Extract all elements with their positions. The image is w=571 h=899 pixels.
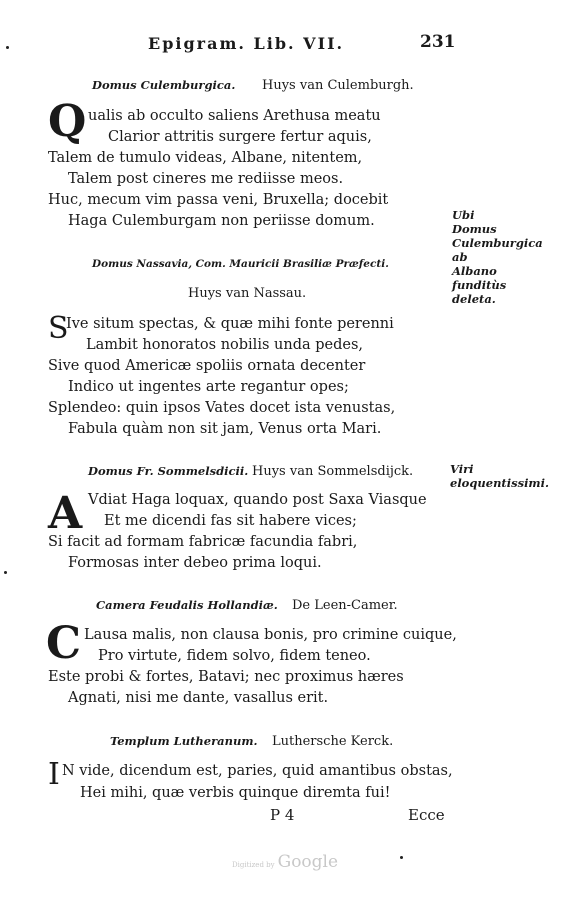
section-title-culemburgica: Domus Culemburgica.	[92, 78, 236, 92]
section-dutch-templum-lutheranum: Luthersche Kerck.	[272, 734, 394, 749]
initial-letter-a: A	[48, 488, 83, 539]
signature-mark: P 4	[270, 806, 295, 824]
digitized-label: Digitized by	[232, 861, 275, 869]
initial-letter-s: S	[48, 311, 69, 346]
scan-speck	[6, 46, 9, 49]
verse-line: Formosas inter debeo prima loqui.	[68, 555, 322, 571]
verse-line: Talem post cineres me rediisse meos.	[68, 171, 344, 187]
section-dutch-sommelsdicii: Huys van Sommelsdijck.	[252, 464, 414, 479]
verse-line: Este probi & fortes, Batavi; nec proximus hæres	[48, 669, 404, 685]
verse-line: Lambit honoratos nobilis unda pedes,	[86, 337, 364, 353]
verse-line: Huc, mecum vim passa veni, Bruxella; docebit	[48, 192, 389, 208]
scan-speck	[400, 856, 403, 859]
verse-line: Si facit ad formam fabricæ facundia fabri,	[48, 534, 358, 550]
verse-line: Splendeo: quin ipsos Vates docet ista venustas,	[48, 400, 396, 416]
verse-line: Vdiat Haga loquax, quando post Saxa Viasque	[88, 492, 427, 508]
verse-line: Ive situm spectas, & quæ mihi fonte perenni	[66, 316, 394, 332]
section-title-camera-feudalis: Camera Feudalis Hollandiæ.	[96, 598, 278, 612]
google-logo: Google	[277, 852, 339, 872]
catchword: Ecce	[408, 806, 445, 824]
section-dutch-culemburgica: Huys van Culemburgh.	[262, 78, 414, 93]
verse-line: Indico ut ingentes arte regantur opes;	[68, 379, 349, 395]
initial-letter-i: I	[48, 757, 60, 792]
section-title-templum-lutheranum: Templum Lutheranum.	[110, 734, 258, 748]
google-watermark	[232, 852, 338, 872]
initial-letter-c: C	[46, 618, 82, 669]
verse-line: ualis ab occulto saliens Arethusa meatu	[88, 108, 381, 124]
running-title: Epigram. Lib. VII.	[148, 34, 345, 53]
verse-line: Haga Culemburgam non periisse domum.	[68, 213, 375, 229]
verse-line: Fabula quàm non sit jam, Venus orta Mari.	[68, 421, 382, 437]
scan-speck	[4, 571, 7, 574]
verse-line: Agnati, nisi me dante, vasallus erit.	[68, 690, 329, 706]
verse-line: Clarior attritis surgere fertur aquis,	[108, 129, 372, 145]
section-title-nassavia: Domus Nassavia, Com. Mauricii Brasiliæ Præfecti.	[92, 258, 389, 270]
verse-line: Sive quod Americæ spoliis ornata decenter	[48, 358, 366, 374]
section-dutch-nassavia: Huys van Nassau.	[188, 286, 307, 301]
section-title-sommelsdicii: Domus Fr. Sommelsdicii.	[88, 464, 249, 478]
margin-note-sommelsdicii: Viri eloquentissimi.	[450, 462, 549, 490]
verse-line: Hei mihi, quæ verbis quinque diremta fui!	[80, 785, 391, 801]
verse-line: Et me dicendi fas sit habere vices;	[104, 513, 357, 529]
verse-line: Lausa malis, non clausa bonis, pro crimine cuique,	[84, 627, 457, 643]
verse-line: N vide, dicendum est, paries, quid amantibus obstas,	[62, 763, 453, 779]
verse-line: Talem de tumulo videas, Albane, nitentem,	[48, 150, 363, 166]
verse-line: Pro virtute, fidem solvo, fidem teneo.	[98, 648, 371, 664]
margin-note-culemburgica: Ubi Domus Culemburgica ab Albano funditùs deleta.	[452, 208, 543, 306]
section-dutch-camera-feudalis: De Leen-Camer.	[292, 598, 398, 613]
initial-letter-q: Q	[48, 96, 87, 147]
page-number: 231	[420, 32, 456, 52]
